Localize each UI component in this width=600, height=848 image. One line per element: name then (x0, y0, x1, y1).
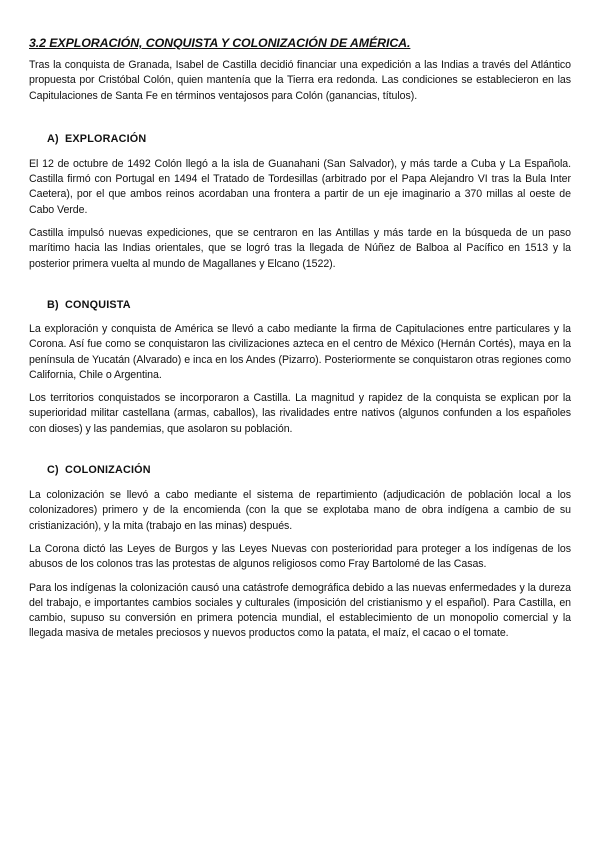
colonizacion-paragraph: La Corona dictó las Leyes de Burgos y las Leyes Nuevas con posterioridad para proteger a los indígenas de los abusos de los colonos tras las protestas de algunos religiosos como Fray Bartolomé de las Casas. (29, 542, 571, 571)
conquista-paragraph: La exploración y conquista de América se llevó a cabo mediante la firma de Capitulaciones entre particulares y la Corona. Así fue como se conquistaron las civilizaciones azteca en el centro de México (Hernán Cortés), maya en la península de Yucatán (Alvarado) e inca en los Andes (Pizarro). Posteriormente se conquistaron otras regiones como California, Chile o Argentina. (29, 322, 571, 381)
section-marker: B) (47, 298, 59, 311)
document-page (29, 36, 571, 650)
section-title: COLONIZACIÓN (65, 464, 151, 477)
section-marker: A) (47, 132, 59, 145)
exploracion-paragraph: Castilla impulsó nuevas expediciones, que se centraron en las Antillas y más tarde en la búsqueda de un paso marítimo hacia las Indias orientales, que se logró tras la llegada de Núñez de Balboa al Pacífico en 1513 y la posterior primera vuelta al mundo de Magallanes y Elcano (1522). (29, 227, 571, 270)
section-title: CONQUISTA (65, 298, 131, 311)
section-marker: C) (47, 464, 59, 477)
section-heading-colonizacion (29, 463, 571, 477)
intro-paragraph: Tras la conquista de Granada, Isabel de Castilla decidió financiar una expedición a las Indias a través del Atlántico propuesta por Cristóbal Colón, quien mantenía que la Tierra era redonda. Las condiciones se establecieron en las Capitulaciones de Santa Fe en términos ventajosos para Colón (ganancias, títulos). (29, 59, 571, 102)
section-title: EXPLORACIÓN (65, 132, 147, 145)
conquista-paragraph: Los territorios conquistados se incorporaron a Castilla. La magnitud y rapidez de la conquista se explican por la superioridad militar castellana (armas, caballos), las rivalidades entre nativos (algunos confunden a los españoles con dioses) y las pandemias, que asolaron su población. (29, 392, 571, 435)
document-title: 3.2 EXPLORACIÓN, CONQUISTA Y COLONIZACIÓN DE AMÉRICA. (29, 36, 411, 50)
section-heading-conquista (29, 298, 571, 312)
colonizacion-paragraph: Para los indígenas la colonización causó una catástrofe demográfica debido a las nuevas enfermedades y la dureza del trabajo, e importantes cambios sociales y culturales (imposición del cristianismo y el español). Para Castilla, en cambio, supuso su conversión en primera potencia mundial, el establecimiento de un monopolio comercial y la llegada masiva de metales preciosos y nuevos productos como la patata, el maíz, el cacao o el tomate. (29, 581, 571, 640)
exploracion-paragraph: El 12 de octubre de 1492 Colón llegó a la isla de Guanahani (San Salvador), y más tarde a Cuba y La Española. Castilla firmó con Portugal en 1494 el Tratado de Tordesillas (arbitrado por el Papa Alejandro VI tras la Bula Inter Caetera), por el que ambos reinos acordaban una frontera a partir de un eje imaginario a 370 millas al oeste de Cabo Verde. (29, 157, 571, 216)
section-heading-exploracion (29, 132, 571, 146)
colonizacion-paragraph: La colonización se llevó a cabo mediante el sistema de repartimiento (adjudicación de población local a los colonizadores) primero y de la encomienda (con la que se explotaba mano de obra indígena a cambio de su cristianización), y la mita (trabajo en las minas) después. (29, 489, 571, 532)
